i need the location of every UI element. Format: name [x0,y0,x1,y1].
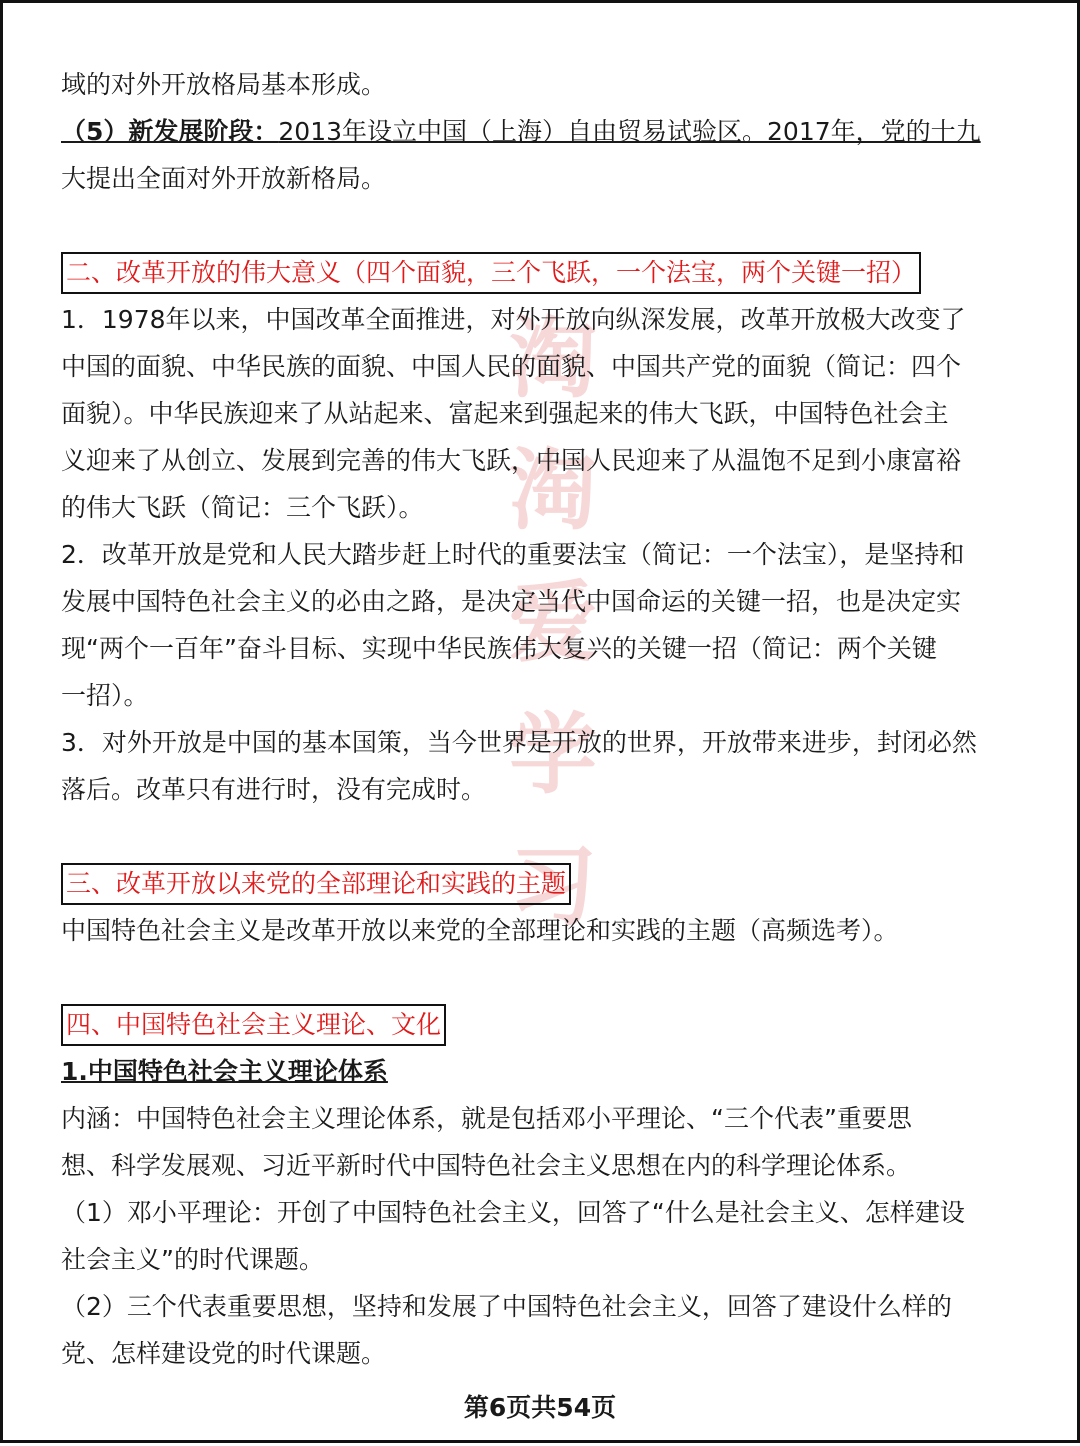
section-heading-3 [61,860,1041,907]
text-line: 党、怎样建设党的时代课题。 [61,1339,387,1368]
text-line: （2）三个代表重要思想，坚持和发展了中国特色社会主义，回答了建设什么样的 [61,1292,952,1321]
text-line: 一招）。 [61,681,149,710]
subheading-text: 1.中国特色社会主义理论体系 [61,1057,388,1086]
text-line: 3．对外开放是中国的基本国策，当今世界是开放的世界，开放带来进步，封闭必然 [61,728,977,757]
watermark-char: 习 [508,835,597,938]
text-line: 的伟大飞跃（简记：三个飞跃）。 [61,493,424,522]
text-line: 中国特色社会主义是改革开放以来党的全部理论和实践的主题（高频选考）。 [61,916,899,945]
stage-label: （5）新发展阶段： [61,117,279,146]
page-number: 第6页共54页 [463,1393,617,1422]
document-body [61,61,1041,1377]
text-line: 域的对外开放格局基本形成。 [61,70,387,99]
section-heading-box: 四、中国特色社会主义理论、文化 [61,1004,446,1046]
text-line: 大提出全面对外开放新格局。 [61,164,387,193]
section-heading-box: 二、改革开放的伟大意义（四个面貌，三个飞跃，一个法宝，两个关键一招） [61,252,921,294]
text-line: 2．改革开放是党和人民大踏步赶上时代的重要法宝（简记：一个法宝），是坚持和 [61,540,965,569]
text-line: 1．1978年以来，中国改革全面推进，对外开放向纵深发展，改革开放极大改变了 [61,305,966,334]
watermark-char: 学 [508,703,597,806]
text-line: 想、科学发展观、习近平新时代中国特色社会主义思想在内的科学理论体系。 [61,1151,912,1180]
document-page [3,3,1077,1440]
text-line: 发展中国特色社会主义的必由之路，是决定当代中国命运的关键一招，也是决定实 [61,587,962,616]
section-heading-4 [61,1001,1041,1048]
text-line: 内涵：中国特色社会主义理论体系，就是包括邓小平理论、“三个代表”重要思 [61,1104,912,1133]
text-line: 现“两个一百年”奋斗目标、实现中华民族伟大复兴的关键一招（简记：两个关键 [61,634,937,663]
text-line: 义迎来了从创立、发展到完善的伟大飞跃，中国人民迎来了从温饱不足到小康富裕 [61,446,962,475]
watermark-char: 淘 [508,307,597,410]
stage-text: 2013年设立中国（上海）自由贸易试验区。2017年，党的十九 [278,117,981,146]
watermark-char: 淘 [508,439,597,542]
section-heading-2 [61,249,1041,296]
text-line: 面貌）。中华民族迎来了从站起来、富起来到强起来的伟大飞跃，中国特色社会主 [61,399,949,428]
text-line: 落后。改革只有进行时，没有完成时。 [61,775,487,804]
subheading [61,1048,1041,1095]
section-heading-box: 三、改革开放以来党的全部理论和实践的主题 [61,863,571,905]
text-line [61,108,1041,155]
text-line: 社会主义”的时代课题。 [61,1245,324,1274]
text-line: 中国的面貌、中华民族的面貌、中国人民的面貌、中国共产党的面貌（简记：四个 [61,352,962,381]
text-line: （1）邓小平理论：开创了中国特色社会主义，回答了“什么是社会主义、怎样建设 [61,1198,965,1227]
watermark-char: 爱 [508,571,597,674]
